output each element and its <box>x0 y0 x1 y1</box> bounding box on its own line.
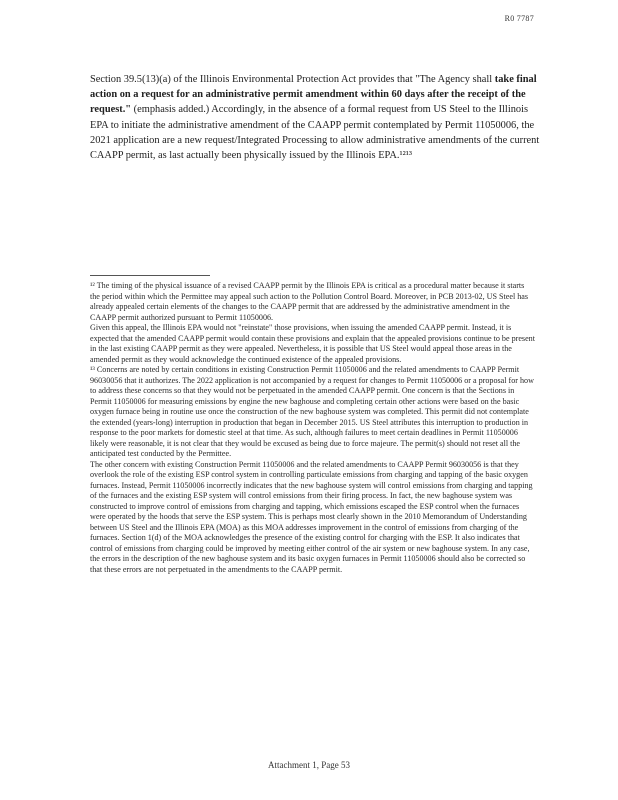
main-text-emphasis: take final action on a request for an administrative permit amendment within 60 days after the receipt of the request." <box>90 74 537 116</box>
footnote-separator <box>90 275 210 276</box>
main-text-part-2: (emphasis added.) Accordingly, in the absence of a formal request from US Steel to the Illinois EPA to initiate the administrative amendment of the CAAPP permit contemplated by Permit 11050006, the 2021 application are a new request/Integrated Processing to allow administrative amendments of the current CAAPP permit, as last actually been physically issued by the Illinois EPA.¹²¹³ <box>90 104 540 162</box>
main-text-part-1: Section 39.5(13)(a) of the Illinois Environmental Protection Act provides that "The Agency shall <box>90 74 495 85</box>
page-footer: Attachment 1, Page 53 <box>268 760 350 770</box>
footnotes <box>90 281 535 575</box>
footnote-13-continued: The other concern with existing Construction Permit 11050006 and the related amendments to CAAPP Permit 96030056 is that they overlook the role of the existing ESP control system in controlling particulate emissions from charging and tapping of the basic oxygen furnaces. Instead, Permit 11050006 incorrectly indicates that the new baghouse system will control emissions from charging and tapping of the furnaces and the existing ESP system will control emissions from their firing process. In fact, the new baghouse system was constructed to improve control of emissions from charging and tapping, which emissions escaped the ESP control when the furnaces were operated by the hoods that serve the ESP system. This is perhaps most clearly shown in the 2010 Memorandum of Understanding between US Steel and the Illinois EPA (MOA) as this MOA addresses improvement in the control of emissions from charging of the furnaces. Section 1(d) of the MOA acknowledges the presence of the existing control for charging with the ESP. It also indicates that control of emissions from charging could be improved by meeting either control of the air system or new baghouse system. In any case, the errors in the description of the new baghouse system and its basic oxygen furnaces in Permit 11050006 should also be corrected so that these errors are not perpetuated in the amendments to the CAAPP permit. <box>90 459 533 574</box>
main-paragraph <box>90 72 540 163</box>
footnote-13: ¹³ Concerns are noted by certain conditions in existing Construction Permit 11050006 and the related amendments to CAAPP Permit 96030056 that it authorizes. The 2022 application is not accompanied by a request for changes to Permit 11050006 or a proposal for how to address these concerns so that they would not be perpetuated in the amended CAAPP permit. One concern is that the Sections in Permit 11050006 for measuring emissions by engine the new baghouse and completing certain other actions were based on the basic oxygen furnace being in routine use once the construction of the new baghouse system was completed. This permit did not contemplate the extended (years-long) interruption in production that began in December 2015. US Steel attributes this interruption to production in response to the poor markets for domestic steel at that time. As such, although failures to meet certain deadlines in Permit 11050006 likely were reasonable, it is not clear that they would be excused as being due to force majeure. The permit(s) should not reset all the anticipated test conducted by the Permittee. <box>90 365 534 458</box>
document-number: R0 7787 <box>504 14 534 23</box>
footnote-12-continued: Given this appeal, the Illinois EPA would not "reinstate" those provisions, when issuing the amended CAAPP permit. Instead, it is expected that the amended CAAPP permit would contain these provisions and explain that the appealed provisions continue to be present in the last existing CAAPP permit as they were appealed. Nevertheless, it is possible that US Steel would appeal those areas in the amended permit as they would acknowledge the continued existence of the appealed provisions. <box>90 323 535 364</box>
footnote-12: ¹² The timing of the physical issuance of a revised CAAPP permit by the Illinois EPA is critical as a procedural matter because it starts the period within which the Permittee may appeal such action to the Pollution Control Board. Moreover, in PCB 2013-02, US Steel has already appealed certain elements of the changes to the CAAPP permit that are addressed by the administrative amendment in the CAAPP permit authorized pursuant to Permit 11050006. <box>90 281 529 322</box>
